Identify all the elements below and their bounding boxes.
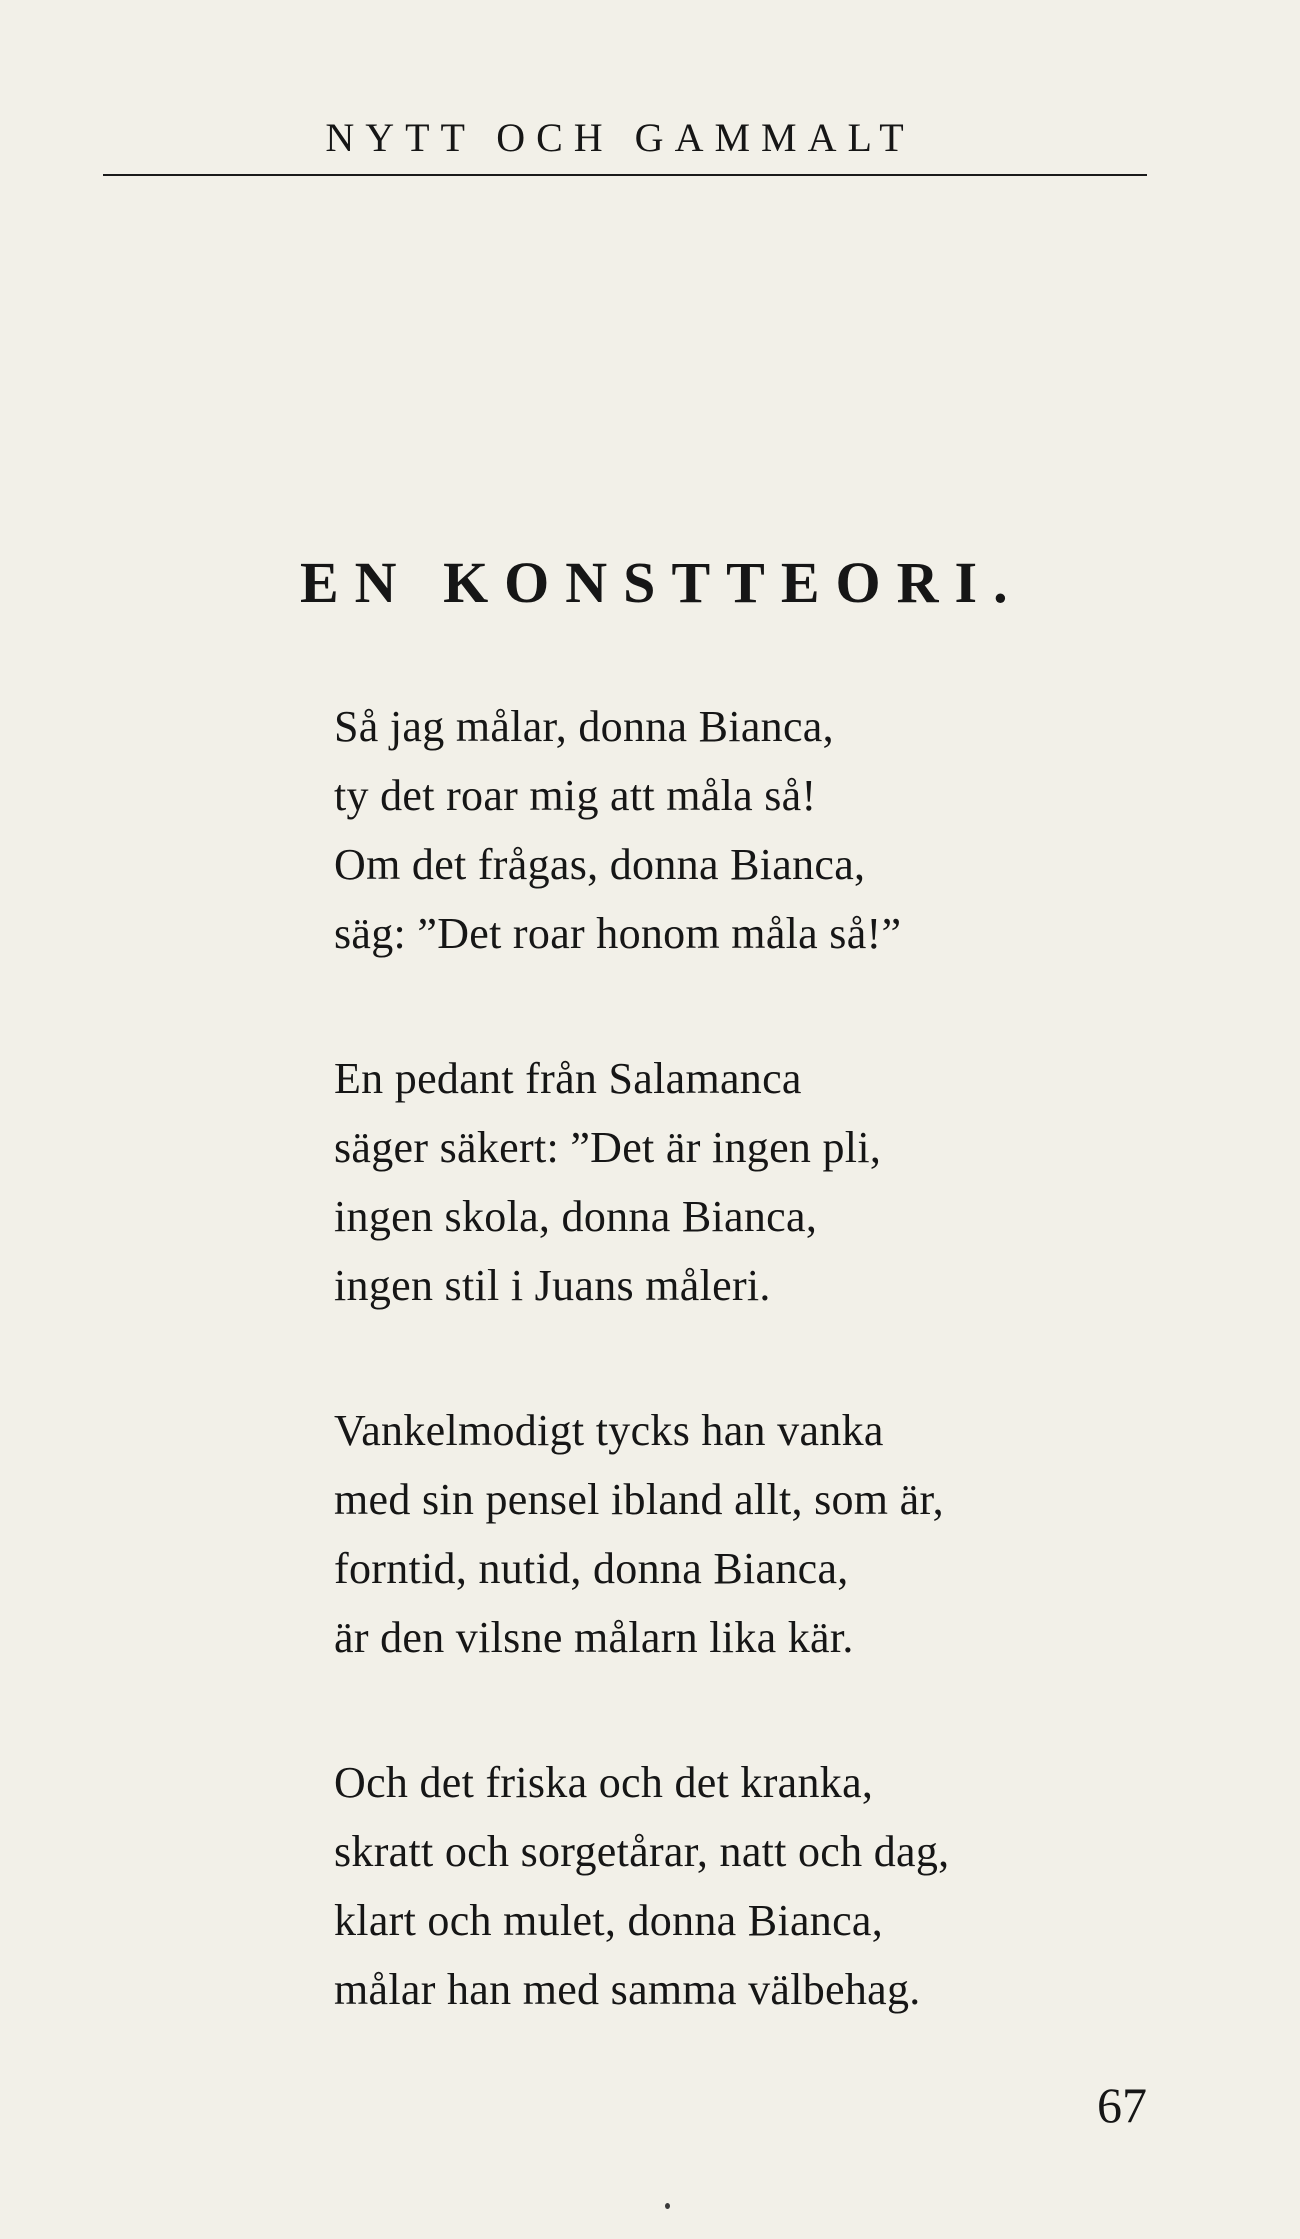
page-number: 67 <box>1097 2077 1147 2133</box>
running-head: NYTT OCH GAMMALT <box>325 115 915 160</box>
stanza-2 <box>334 1044 1134 1320</box>
stanza-4 <box>334 1748 1134 2024</box>
poem-line: ingen skola, donna Bianca, <box>334 1192 818 1241</box>
ink-speck <box>665 2203 670 2209</box>
poem-line: med sin pensel ibland allt, som är, <box>334 1475 944 1524</box>
poem-line: skratt och sorgetårar, natt och dag, <box>334 1827 950 1876</box>
poem-line: målar han med samma välbehag. <box>334 1965 921 2014</box>
poem-line: säger säkert: ”Det är ingen pli, <box>334 1123 882 1172</box>
stanza-3 <box>334 1396 1134 1672</box>
poem-line: ingen stil i Juans måleri. <box>334 1261 771 1310</box>
stanza-1 <box>334 692 1134 968</box>
poem-line: Så jag målar, donna Bianca, <box>334 702 834 751</box>
poem-line: Vankelmodigt tycks han vanka <box>334 1406 884 1455</box>
poem-line: säg: ”Det roar honom måla så!” <box>334 909 902 958</box>
poem-title: EN KONSTTEORI. <box>300 550 1024 615</box>
header-rule <box>103 174 1147 176</box>
poem-line: En pedant från Salamanca <box>334 1054 802 1103</box>
poem-line: forntid, nutid, donna Bianca, <box>334 1544 849 1593</box>
poem-line: är den vilsne målarn lika kär. <box>334 1613 854 1662</box>
poem-line: klart och mulet, donna Bianca, <box>334 1896 884 1945</box>
poem-line: Om det frågas, donna Bianca, <box>334 840 866 889</box>
poem-line: ty det roar mig att måla så! <box>334 771 817 820</box>
poem-line: Och det friska och det kranka, <box>334 1758 874 1807</box>
